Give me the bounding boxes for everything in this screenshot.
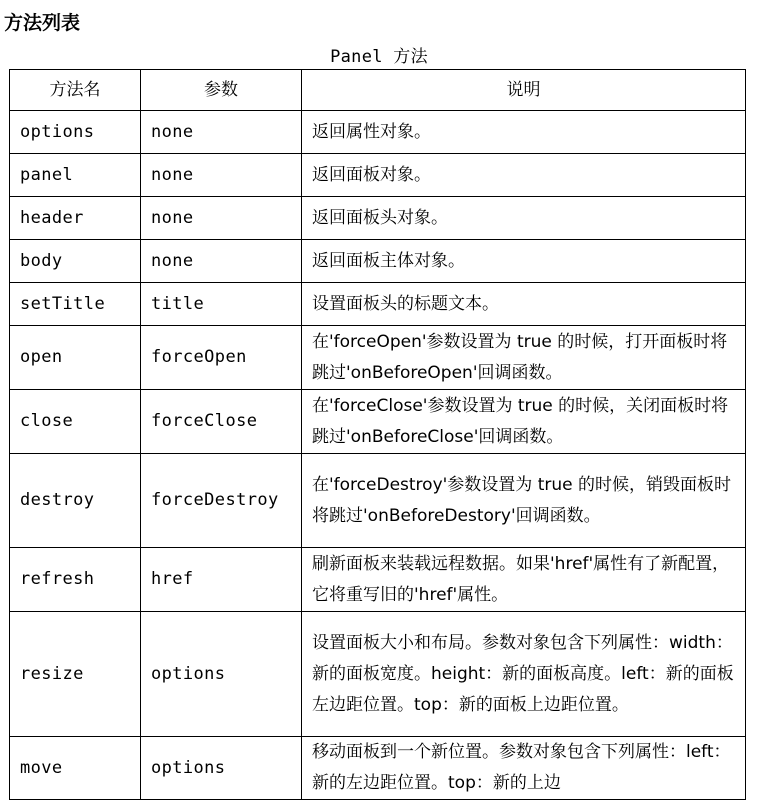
table-row (10, 737, 746, 800)
table-row (10, 454, 746, 548)
method-description: 返回面板对象。 (302, 154, 746, 197)
methods-table (9, 69, 746, 800)
method-description: 在'forceOpen'参数设置为 true 的时候，打开面板时将跳过'onBeforeOpen'回调函数。 (302, 326, 746, 390)
method-name: open (10, 326, 141, 390)
method-params: options (141, 737, 302, 800)
table-row (10, 197, 746, 240)
method-params: options (141, 612, 302, 737)
method-params: none (141, 154, 302, 197)
method-name: destroy (10, 454, 141, 548)
method-description: 返回属性对象。 (302, 111, 746, 154)
method-description: 在'forceClose'参数设置为 true 的时候，关闭面板时将跳过'onBeforeClose'回调函数。 (302, 390, 746, 454)
method-params: forceOpen (141, 326, 302, 390)
method-description: 设置面板头的标题文本。 (302, 283, 746, 326)
header-method-name: 方法名 (10, 70, 141, 111)
method-params: none (141, 240, 302, 283)
method-name: panel (10, 154, 141, 197)
method-params: title (141, 283, 302, 326)
table-row (10, 240, 746, 283)
table-header-row (10, 70, 746, 111)
table-row (10, 548, 746, 612)
method-name: header (10, 197, 141, 240)
table-caption: Panel 方法 (330, 47, 428, 67)
method-params: forceClose (141, 390, 302, 454)
method-params: href (141, 548, 302, 612)
method-name: body (10, 240, 141, 283)
method-name: refresh (10, 548, 141, 612)
header-description: 说明 (302, 70, 746, 111)
table-row (10, 111, 746, 154)
method-description: 移动面板到一个新位置。参数对象包含下列属性：left：新的左边距位置。top：新的上边 (302, 737, 746, 800)
method-params: forceDestroy (141, 454, 302, 548)
method-params: none (141, 111, 302, 154)
header-params: 参数 (141, 70, 302, 111)
method-name: resize (10, 612, 141, 737)
method-description: 设置面板大小和布局。参数对象包含下列属性：width：新的面板宽度。height：新的面板高度。left：新的面板左边距位置。top：新的面板上边距位置。 (302, 612, 746, 737)
method-params: none (141, 197, 302, 240)
method-description: 刷新面板来装载远程数据。如果'href'属性有了新配置，它将重写旧的'href'属性。 (302, 548, 746, 612)
method-name: options (10, 111, 141, 154)
table-row (10, 612, 746, 737)
section-title: 方法列表 (4, 12, 81, 34)
table-row (10, 390, 746, 454)
table-row (10, 283, 746, 326)
method-description: 返回面板头对象。 (302, 197, 746, 240)
method-description: 返回面板主体对象。 (302, 240, 746, 283)
table-row (10, 326, 746, 390)
method-description: 在'forceDestroy'参数设置为 true 的时候，销毁面板时将跳过'onBeforeDestory'回调函数。 (302, 454, 746, 548)
method-name: setTitle (10, 283, 141, 326)
table-row (10, 154, 746, 197)
method-name: close (10, 390, 141, 454)
method-name: move (10, 737, 141, 800)
